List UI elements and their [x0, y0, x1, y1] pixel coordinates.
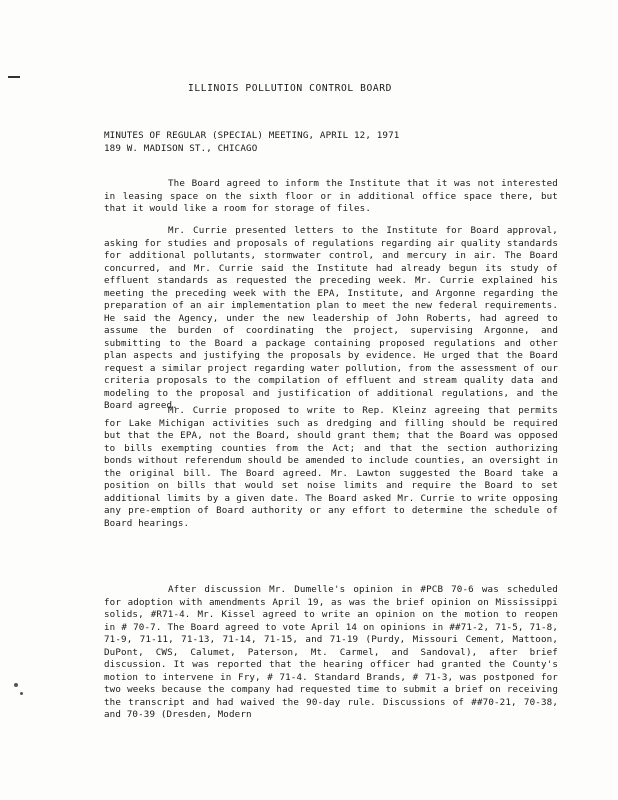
scan-speck [14, 683, 18, 687]
heading-line-1: MINUTES OF REGULAR (SPECIAL) MEETING, APRIL 12, 1971 [104, 130, 400, 141]
paragraph-4 [104, 584, 558, 722]
paragraph-1 [104, 178, 558, 216]
document-title: ILLINOIS POLLUTION CONTROL BOARD [187, 83, 393, 94]
paragraph-2 [104, 225, 558, 413]
paragraph-text: Mr. Currie presented letters to the Institute for Board approval, asking for studies and proposals of regulations regarding air quality standards for additional pollutants, stormwater control, and mercury in air. The Board concurred, and Mr. Currie said the Institute had already begun its study of effluent standards as requested the preceding week. Mr. Currie explained his meeting the preceding week with the EPA, Institute, and Argonne regarding the preparation of an air implementation plan to meet the new federal requirements. He said the Agency, under the new leadership of John Roberts, had agreed to assume the burden of coordinating the project, supervising Argonne, and submitting to the Board a package containing proposed regulations and other plan aspects and justifying the proposals by evidence. He urged that the Board request a similar project regarding water pollution, from the assessment of our criteria proposals to the compilation of effluent and stream quality data and modeling to the proposal and justification of additional regulations, and the Board agreed. [104, 225, 558, 411]
paragraph-3 [104, 405, 558, 530]
minutes-heading [104, 130, 564, 155]
scan-speck [20, 692, 23, 695]
paragraph-text: The Board agreed to inform the Institute that it was not interested in leasing space on the sixth floor or in additional office space there, but that it would like a room for storage of files. [104, 178, 558, 214]
margin-mark [8, 76, 20, 78]
paragraph-text: After discussion Mr. Dumelle's opinion in #PCB 70-6 was scheduled for adoption with amendments April 19, as was the brief opinion on Mississippi solids, #R71-4. Mr. Kissel agreed to write an opinion on the motion to reopen in # 70-7. The Board agreed to vote April 14 on opinions in ##71-2, 71-5, 71-8, 71-9, 71-11, 71-13, 71-14, 71-15, and 71-19 (Purdy, Missouri Cement, Mattoon, DuPont, CWS, Calumet, Paterson, Mt. Carmel, and Sandoval), after brief discussion. It was reported that the hearing officer had granted the County's motion to intervene in Fry, # 71-4. Standard Brands, # 71-3, was postponed for two weeks because the company had requested time to submit a brief on receiving the transcript and had waived the 90-day rule. Discussions of ##70-21, 70-38, and 70-39 (Dresden, Modern [104, 584, 558, 720]
paragraph-text: Mr. Currie proposed to write to Rep. Kleinz agreeing that permits for Lake Michigan activities such as dredging and filling should be required but that the EPA, not the Board, should grant them; that the Board was opposed to bills exempting counties from the Act; and that the section authorizing bonds without referendum should be amended to include counties, an oversight in the original bill. The Board agreed. Mr. Lawton suggested the Board take a position on bills that would set noise limits and require the Board to set additional limits by a given date. The Board asked Mr. Currie to write opposing any pre-emption of Board authority or any effort to determine the schedule of Board hearings. [104, 405, 558, 529]
heading-line-2: 189 W. MADISON ST., CHICAGO [104, 142, 258, 154]
